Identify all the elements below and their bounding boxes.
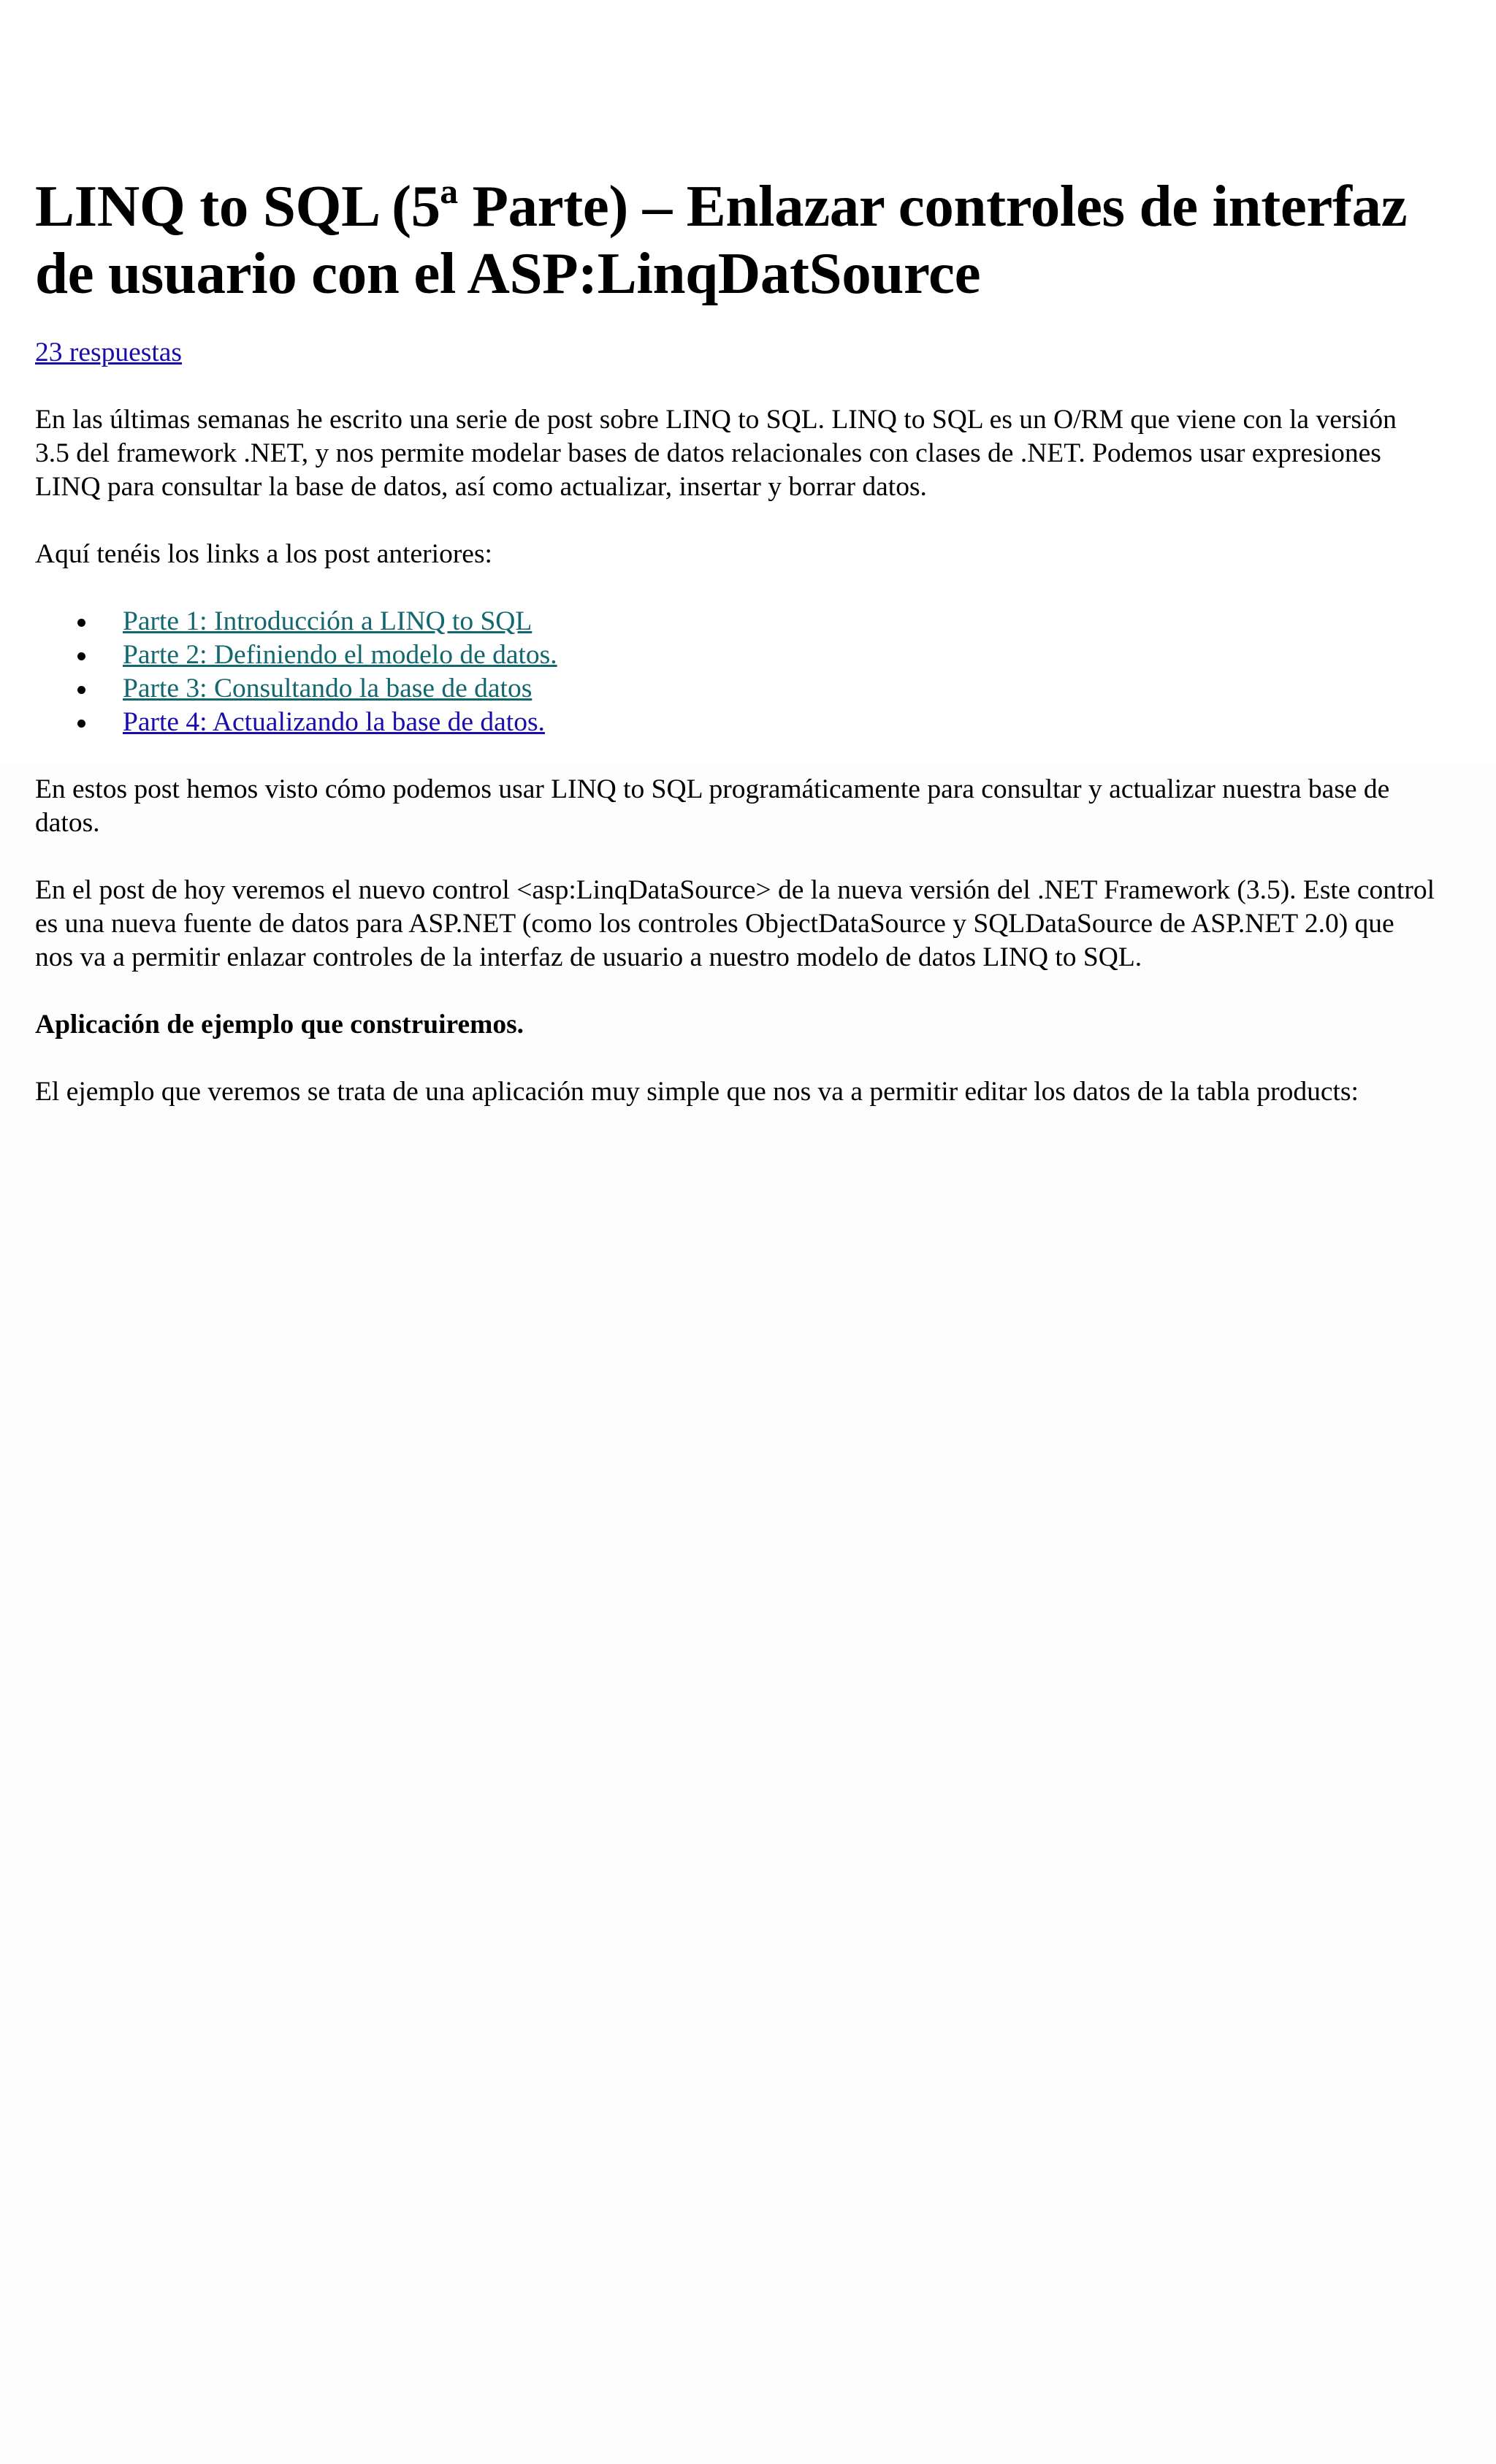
post-link-part-3[interactable]: Parte 3: Consultando la base de datos xyxy=(123,674,533,703)
article-content xyxy=(35,172,1438,1143)
example-paragraph: El ejemplo que veremos se trata de una aplicación muy simple que nos va a permitir editar los datos de la tabla products: xyxy=(35,1077,1359,1107)
bullet-icon xyxy=(77,652,85,660)
section-heading: Aplicación de ejemplo que construiremos. xyxy=(35,1010,524,1040)
bullet-icon xyxy=(77,619,85,627)
summary-paragraph: En estos post hemos visto cómo podemos usar LINQ to SQL programáticamente para consultar y actualizar nuestra base de datos. xyxy=(35,774,1390,838)
article-title: LINQ to SQL (5ª Parte) – Enlazar controles de interfaz de usuario con el ASP:LinqDatSource xyxy=(35,173,1408,306)
bullet-icon xyxy=(77,720,85,728)
replies-link[interactable]: 23 respuestas xyxy=(35,337,182,367)
intro-paragraph: En las últimas semanas he escrito una serie de post sobre LINQ to SQL. LINQ to SQL es un O/RM que viene con la versión 3.5 del framework .NET, y nos permite modelar bases de datos relacionales con clases de .NET. Podemos usar expresiones LINQ para consultar la base de datos, así como actualizar, insertar y borrar datos. xyxy=(35,405,1397,502)
bullet-icon xyxy=(77,686,85,694)
post-link-part-2[interactable]: Parte 2: Definiendo el modelo de datos. xyxy=(123,640,557,670)
list-item xyxy=(35,638,1438,672)
today-paragraph: En el post de hoy veremos el nuevo control <asp:LinqDataSource> de la nueva versión del .NET Framework (3.5). Este control es una nueva fuente de datos para ASP.NET (como los controles ObjectDataSource y SQLDataSource de ASP.NET 2.0) que nos va a permitir enlazar controles de la interfaz de usuario a nuestro modelo de datos LINQ to SQL. xyxy=(35,875,1435,972)
post-link-part-4[interactable]: Parte 4: Actualizando la base de datos. xyxy=(123,707,545,737)
replies-container xyxy=(35,336,1438,370)
post-link-part-1[interactable]: Parte 1: Introducción a LINQ to SQL xyxy=(123,606,533,636)
list-item xyxy=(35,672,1438,706)
previous-posts-list xyxy=(35,605,1438,739)
list-item xyxy=(35,605,1438,638)
list-item xyxy=(35,706,1438,739)
links-intro-paragraph: Aquí tenéis los links a los post anteriores: xyxy=(35,539,492,569)
